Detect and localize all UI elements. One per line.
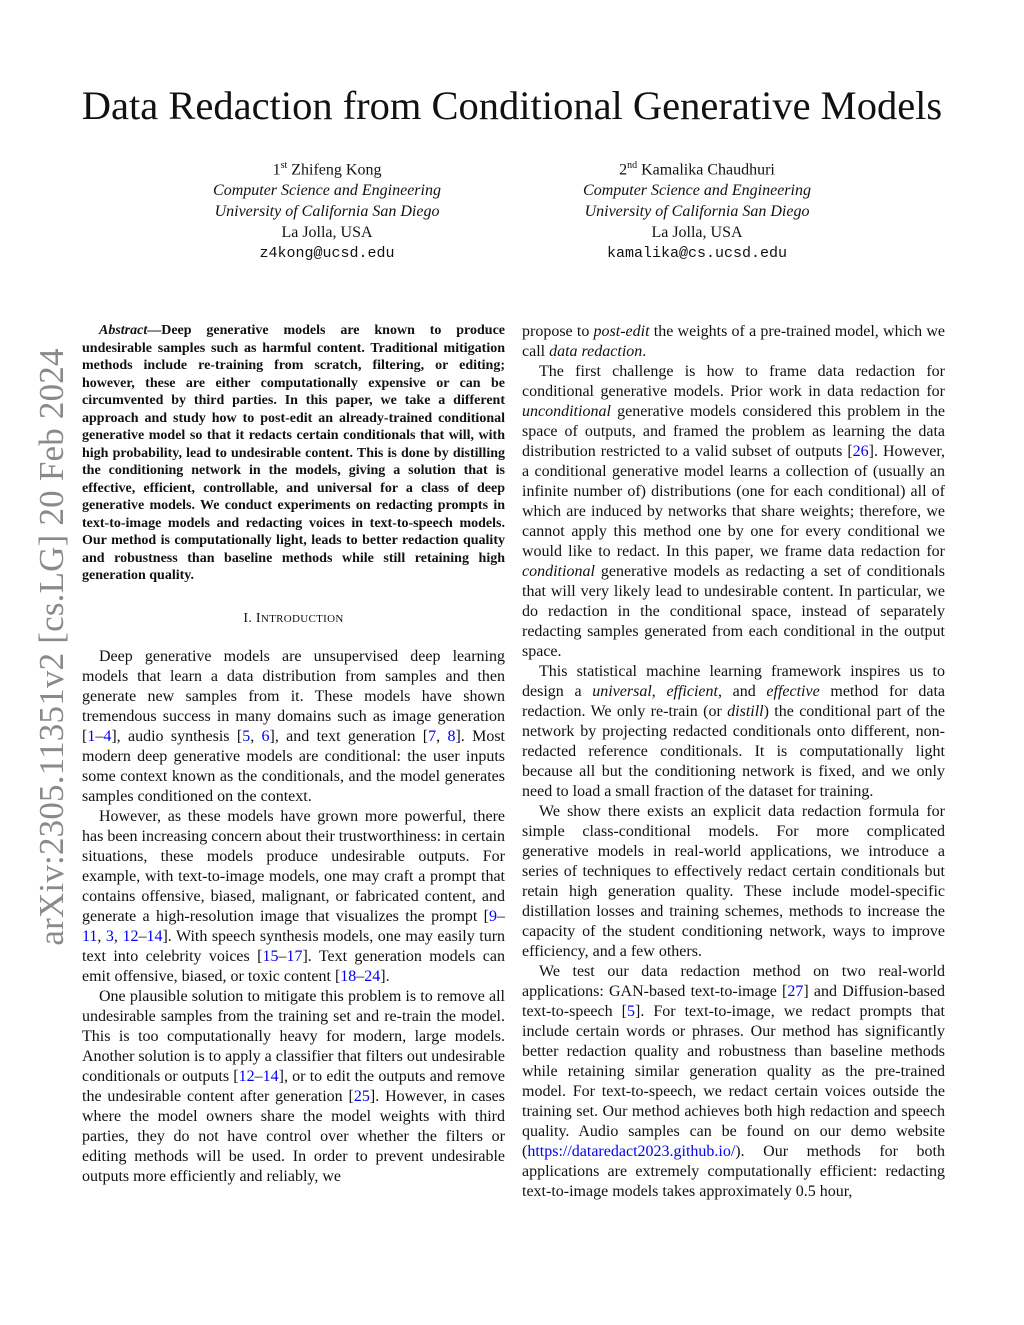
author-university: University of California San Diego	[214, 203, 440, 221]
intro-paragraph-7: We test our data redaction method on two real-world applications: GAN-based text-to-image [27] and Diffusion-based text-to-speech [5]. For text-to-image, we redact prompts that include certain words or phrases. Our method has significantly better redaction quality and robustness than baseline methods while retaining similar generation quality as the pre-trained model. For text-to-speech, we redact certain voices outside the training set. Our method achieves both high redaction and speech quality. Audio samples can be found on our demo website (https://dataredact2023.github.io/). Our methods for both applications are extremely computationally efficient: redacting text-to-image models takes approximately 0.5 hour,	[522, 963, 946, 1200]
author-block-2	[497, 155, 897, 264]
citation-link[interactable]: 1	[87, 727, 96, 745]
abstract: Abstract—Deep generative models are known to produce undesirable samples such as harmful content. Traditional mitigation methods include re-training from scratch, filtering, or editing; however, these are either computationally expensive or can be circumvented by third parties. In this paper, we take a different approach and study how to post-edit an already-trained conditional generative model so that it redacts certain conditionals that will, with high probability, lead to undesirable content. This is done by distilling the conditioning network in the models, giving a solution that is effective, efficient, controllable, and universal for a class of deep generative models. We conduct experiments on redacting prompts in text-to-image models and redacting voices in text-to-speech models. Our method is computationally light, leads to better redaction quality and robustness than baseline methods while still retaining high generation quality.	[82, 323, 505, 583]
arxiv-id: arXiv:2305.11351v2 [cs.LG] 20 Feb 2024	[32, 348, 71, 946]
citation-link[interactable]: 26	[852, 443, 869, 460]
author-email[interactable]: kamalika@cs.ucsd.edu	[606, 245, 788, 263]
section-heading: I. INTRODUCTION	[243, 610, 344, 626]
intro-paragraph-5: This statistical machine learning framework inspires us to design a universal, efficient, and effective method for data redaction. We only re-train (or distill) the conditional part of the network by projecting redacted conditionals onto different, non-redacted reference conditionals. It is computationally light because all but the conditioning network is fixed, and we only need to load a small fraction of the dataset for training.	[522, 663, 946, 800]
author-block-1	[127, 155, 527, 264]
citation-link[interactable]: 24	[364, 967, 381, 985]
citation-link[interactable]: 4	[103, 727, 112, 745]
author-name: 2nd Kamalika Chaudhuri	[619, 160, 775, 179]
citation-link[interactable]: 8	[447, 727, 456, 745]
demo-website-link[interactable]: https://dataredact2023.github.io/	[527, 1143, 736, 1160]
citation-link[interactable]: 12	[238, 1067, 255, 1085]
author-email[interactable]: z4kong@ucsd.edu	[259, 245, 395, 263]
citation-link[interactable]: 17	[286, 947, 303, 965]
citation-link[interactable]: 27	[787, 983, 804, 1000]
left-column	[82, 322, 505, 1187]
citation-link[interactable]: 6	[261, 727, 270, 745]
intro-paragraph-3: One plausible solution to mitigate this problem is to remove all undesirable samples from the training set and re-train the model. This is too computationally heavy for modern, large models. Another solution is to apply a classifier that filters out undesirable conditionals or outputs [12–14], or to edit the outputs and remove the undesirable content after generation [25]. However, in cases where the model owners share the model weights with third parties, they do not have control over whether the filters or editing methods will be used. In order to prevent undesirable outputs more efficiently and reliably, we	[82, 987, 506, 1185]
arxiv-side-label	[22, 348, 82, 946]
citation-link[interactable]: 9	[489, 907, 497, 925]
citation-link[interactable]: 14	[262, 1067, 279, 1085]
citation-link[interactable]: 14	[146, 927, 163, 945]
author-location: La Jolla, USA	[281, 224, 373, 242]
paper-title: Data Redaction from Conditional Generative Models	[81, 83, 943, 128]
citation-link[interactable]: 5	[242, 727, 251, 745]
intro-paragraph-2: However, as these models have grown more powerful, there has been increasing concern about their trustworthiness: in certain situations, these models produce undesirable outputs. For example, with text-to-image models, one may craft a prompt that contains offensive, biased, malignant, or fabricated content, and generate a high-resolution image that visualizes the prompt [9–11, 3, 12–14]. With speech synthesis models, one may easily turn text into celebrity voices [15–17]. Text generation models can emit offensive, biased, or toxic content [18–24].	[82, 807, 506, 985]
author-name: 1st Zhifeng Kong	[272, 160, 382, 179]
citation-link[interactable]: 25	[353, 1087, 370, 1105]
intro-paragraph-6: We show there exists an explicit data redaction formula for simple class-conditional models. For more complicated generative models in real-world applications, we introduce a series of techniques to effectively redact certain conditionals but retain high generation quality. These include model-specific distillation losses and training schemes, methods to increase the capacity of the student conditioning network, ways to improve efficiency, and a few others.	[522, 803, 945, 960]
citation-link[interactable]: 5	[626, 1003, 635, 1020]
intro-paragraph-1: Deep generative models are unsupervised deep learning models that learn a data distribution from samples and then generate new samples from it. These models have shown tremendous success in many domains such as image generation [1–4], audio synthesis [5, 6], and text generation [7, 8]. Most modern deep generative models are conditional: the user inputs some context known as the conditionals, and the model generates samples conditioned on the context.	[82, 647, 505, 805]
author-university: University of California San Diego	[584, 203, 810, 221]
citation-link[interactable]: 15	[262, 947, 279, 965]
citation-link[interactable]: 12	[122, 927, 139, 945]
author-department: Computer Science and Engineering	[583, 182, 811, 200]
citation-link[interactable]: 18	[340, 967, 357, 985]
right-column	[522, 322, 945, 1202]
author-location: La Jolla, USA	[651, 224, 743, 242]
author-department: Computer Science and Engineering	[213, 182, 441, 200]
citation-link[interactable]: 7	[428, 727, 437, 745]
intro-paragraph-4: The first challenge is how to frame data redaction for conditional generative models. Prior work in data redaction for unconditional generative models considered this problem in the space of outputs, and framed the problem as learning the data distribution restricted to a valid subset of outputs [26]. However, a conditional generative model learns a collection of (usually an infinite number of) distributions (one for each conditional) all of which are induced by networks that share weights; therefore, we cannot apply this method one by one for every conditional we would like to redact. In this paper, we frame data redaction for conditional generative models as redacting a set of conditionals that will very likely lead to undesirable content. In particular, we do redaction in the conditional space, instead of separately redacting samples generated from each conditional in the output space.	[522, 363, 946, 660]
citation-link[interactable]: 11	[82, 927, 98, 945]
intro-paragraph-3-continued: propose to post-edit the weights of a pre-trained model, which we call data redaction.	[522, 323, 945, 360]
citation-link[interactable]: 3	[105, 927, 114, 945]
